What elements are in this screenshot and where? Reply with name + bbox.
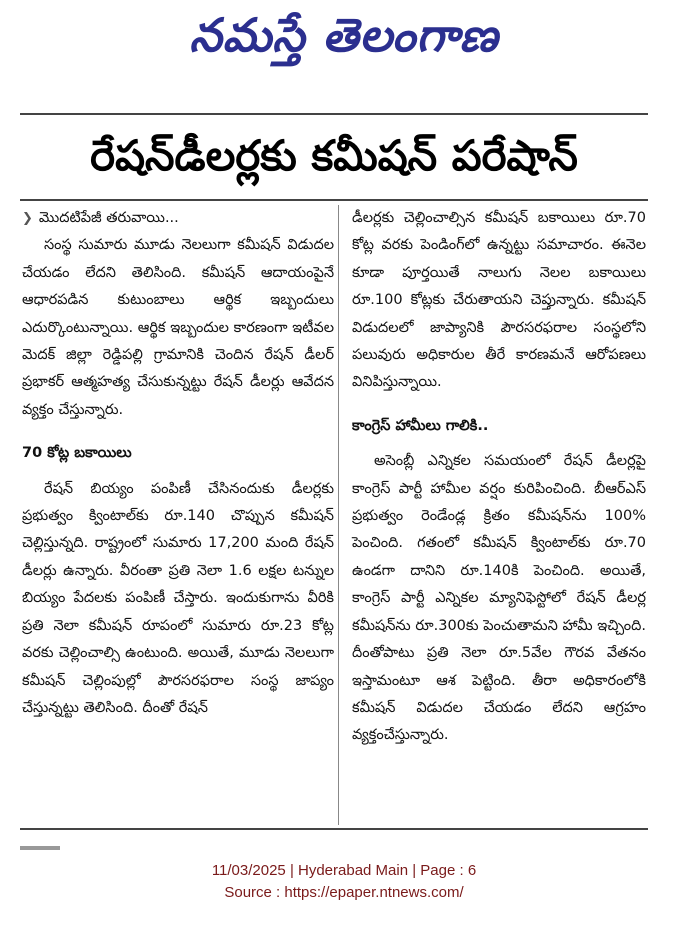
left-column bbox=[22, 205, 334, 722]
left-subhead: 70 కోట్ల బకాయిలు bbox=[22, 445, 132, 462]
column-divider bbox=[338, 205, 339, 825]
divider-top bbox=[20, 113, 648, 115]
continuation-text: మొదటిపేజీ తరువాయి... bbox=[38, 210, 179, 226]
article-headline: రేషన్‌డీలర్లకు కమీషన్ పరేషాన్ bbox=[90, 131, 578, 180]
right-paragraph-2: అసెంబ్లీ ఎన్నికల సమయంలో రేషన్ డీలర్లపై కాంగ్రెస్ పార్టీ హామీల వర్షం కురిపించింది. బీఆర్‌ఎస్ ప్రభుత్వం రెండేండ్ల క్రితం కమీషన్‌ను 100% పెంచింది. గతంలో కమీషన్ క్వింటాల్‌కు రూ.70 ఉండగా దానిని రూ.140కి పెంచింది. అయితే, కాంగ్రెస్ పార్టీ ఎన్నికల మ్యానిఫెస్టోలో రేషన్ డీలర్ల కమీషన్‌ను రూ.300కు పెంచుతామని హామీ ఇచ్చింది. దీంతోపాటు ప్రతి నెలా రూ.5వేల గౌరవ వేతనం ఇస్తామంటూ ఆశ పెట్టింది. తీరా అధికారంలోకి కమీషన్ విడుదల చేయడం లేదని ఆగ్రహం వ్యక్తంచేస్తున్నారు. bbox=[352, 453, 646, 744]
right-column bbox=[352, 205, 646, 750]
footer bbox=[0, 860, 688, 904]
footer-source-line[interactable]: Source : https://epaper.ntnews.com/ bbox=[224, 884, 464, 901]
decorative-bar bbox=[20, 846, 60, 850]
masthead bbox=[0, 0, 688, 80]
continuation-line bbox=[22, 205, 334, 232]
right-paragraph-1: డీలర్లకు చెల్లించాల్సిన కమీషన్ బకాయిలు రూ.70 కోట్ల వరకు పెండింగ్‌లో ఉన్నట్టు సమాచారం. ఈనెల కూడా పూర్తయితే నాలుగు నెలల బకాయిలు రూ.100 కోట్లకు చేరుతాయని చెప్తున్నారు. కమీషన్ విడుదలలో జాప్యానికి పౌరసరఫరాల సంస్థలోని పలువురు అధికారుల తీరే కారణమనే ఆరోపణలు వినిపిస్తున్నాయి. bbox=[352, 210, 646, 391]
divider-bottom bbox=[20, 828, 648, 830]
left-paragraph-1: సంస్థ సుమారు మూడు నెలలుగా కమీషన్ విడుదల చేయడం లేదని తెలిసింది. కమీషన్ ఆదాయంపైనే ఆధారపడిన కుటుంబాలు ఆర్థిక ఇబ్బందులు ఎదుర్కొంటున్నాయి. ఆర్థిక ఇబ్బందుల కారణంగా ఇటీవల మెదక్ జిల్లా రెడ్డిపల్లి గ్రామానికి చెందిన రేషన్ డీలర్ ప్రభాకర్ ఆత్మహత్య చేసుకున్నట్టు రేషన్ డీలర్లు ఆవేదన వ్యక్తం చేస్తున్నారు. bbox=[22, 237, 334, 418]
left-paragraph-2: రేషన్ బియ్యం పంపిణీ చేసినందుకు డీలర్లకు ప్రభుత్వం క్వింటాల్‌కు రూ.140 చొప్పున కమీషన్ చెల్లిస్తున్నది. రాష్ట్రంలో సుమారు 17,200 మంది రేషన్ డీలర్లు ఉన్నారు. వీరంతా ప్రతి నెలా 1.6 లక్షల టన్నుల బియ్యం పేదలకు పంపిణీ చేస్తారు. ఇందుకుగాను వీరికి ప్రతి నెలా కమీషన్ రూపంలో సుమారు రూ.23 కోట్ల వరకు చెల్లించాల్సి ఉంటుంది. అయితే, మూడు నెలలుగా కమీషన్ చెల్లింపుల్లో పౌరసరఫరాల సంస్థ జాప్యం చేస్తున్నట్టు తెలిసింది. దీంతో రేషన్ bbox=[22, 480, 334, 716]
chevron-right-icon: ❯ bbox=[22, 211, 33, 226]
newspaper-title: నమస్తే తెలంగాణ bbox=[189, 8, 499, 62]
divider-headline bbox=[20, 199, 648, 201]
right-subhead: కాంగ్రెస్ హామీలు గాలికి.. bbox=[352, 417, 489, 434]
footer-edition-line: 11/03/2025 | Hyderabad Main | Page : 6 bbox=[211, 862, 477, 879]
